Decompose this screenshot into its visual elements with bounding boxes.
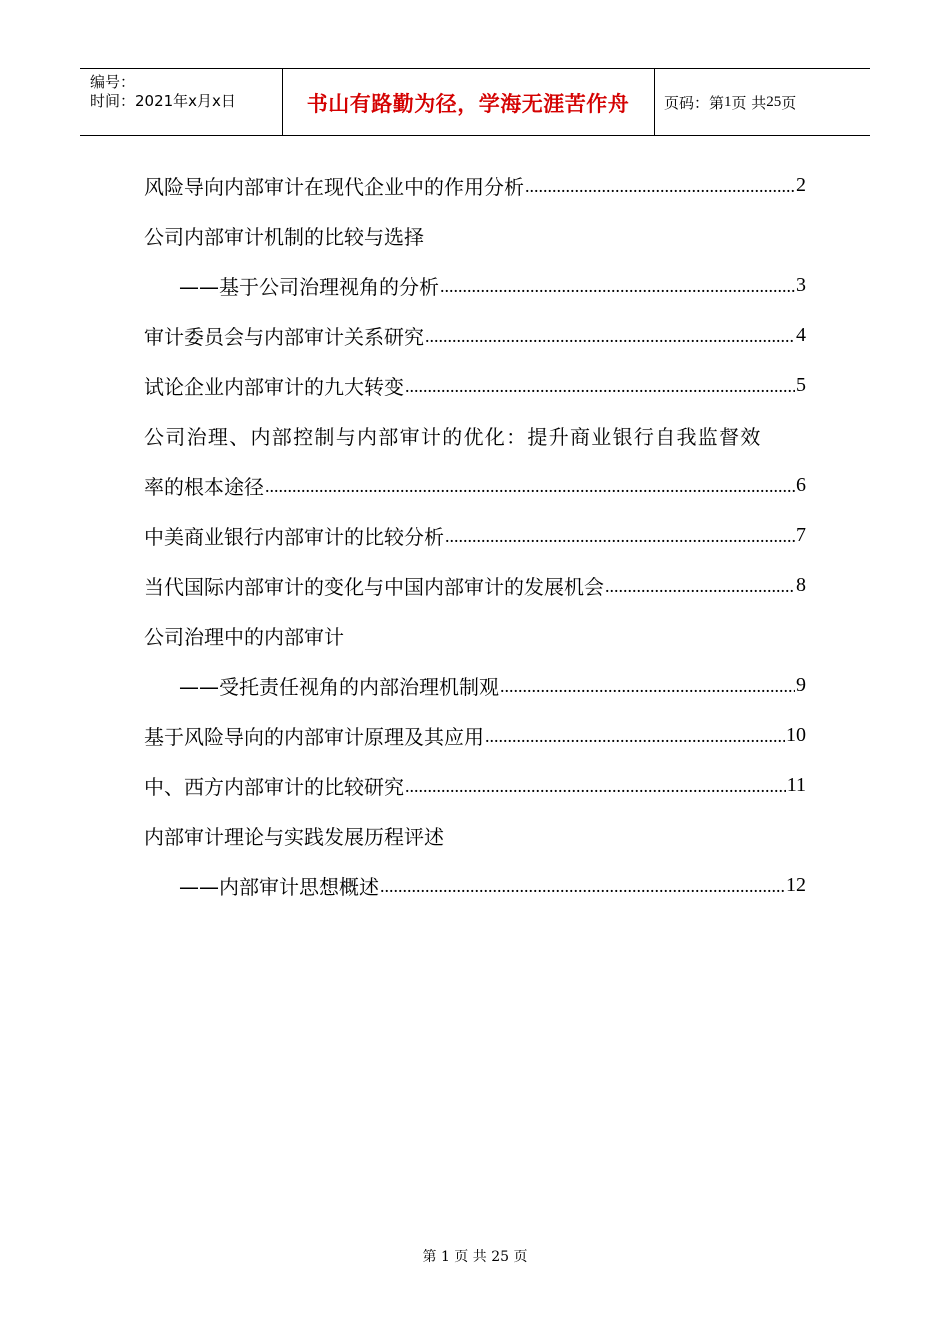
toc-entry-title: 率的根本途径 xyxy=(144,474,264,499)
page-footer: 第 1 页 共 25 页 xyxy=(422,1249,528,1265)
toc-entry-title: 内部审计理论与实践发展历程评述 xyxy=(144,824,444,849)
page-total: 25 xyxy=(766,94,782,110)
toc-entry-page: 6 xyxy=(796,473,806,496)
toc-entry-title: 当代国际内部审计的变化与中国内部审计的发展机会 xyxy=(144,574,604,599)
toc-entry-title: 风险导向内部审计在现代企业中的作用分析 xyxy=(144,174,524,199)
document-number-label: 编号： xyxy=(90,73,136,91)
toc-entry[interactable] xyxy=(144,710,806,760)
toc-entry[interactable] xyxy=(144,610,806,660)
toc-entry-page: 7 xyxy=(796,523,806,546)
header-motto: 书山有路勤为径，学海无涯苦作舟 xyxy=(306,91,630,116)
toc-entry-title: 基于风险导向的内部审计原理及其应用 xyxy=(144,724,484,749)
toc-entry[interactable] xyxy=(144,510,806,560)
toc-dot-leader xyxy=(445,526,795,560)
toc-entry-subtitle[interactable] xyxy=(144,860,806,910)
toc-entry-title: ——基于公司治理视角的分析 xyxy=(179,274,439,299)
toc-entry-title: 审计委员会与内部审计关系研究 xyxy=(144,324,424,349)
toc-entry-page: 9 xyxy=(796,673,806,696)
page-suffix: 页 xyxy=(781,94,797,112)
toc-entry-page: 4 xyxy=(796,323,806,346)
toc-entry[interactable] xyxy=(144,310,806,360)
toc-dot-leader xyxy=(605,576,795,610)
toc-entry[interactable] xyxy=(144,360,806,410)
toc-entry-continuation[interactable] xyxy=(144,460,806,510)
toc-entry-title: 公司治理中的内部审计 xyxy=(144,624,344,649)
toc-entry[interactable] xyxy=(144,810,806,860)
toc-entry[interactable] xyxy=(144,410,806,460)
toc-dot-leader xyxy=(440,276,795,310)
toc-dot-leader xyxy=(500,676,795,710)
header-divider-right xyxy=(654,69,655,136)
toc-entry[interactable] xyxy=(144,560,806,610)
toc-entry-page: 2 xyxy=(796,173,806,196)
toc-dot-leader xyxy=(485,726,785,760)
toc-entry-title: ——内部审计思想概述 xyxy=(179,874,379,899)
toc-entry[interactable] xyxy=(144,160,806,210)
toc-entry-page: 8 xyxy=(796,573,806,596)
toc-dot-leader xyxy=(405,376,795,410)
toc-entry-page: 12 xyxy=(786,873,806,896)
toc-dot-leader xyxy=(525,176,795,210)
toc-dot-leader xyxy=(425,326,795,360)
toc-entry-title: 公司内部审计机制的比较与选择 xyxy=(144,224,424,249)
toc-entry[interactable] xyxy=(144,760,806,810)
toc-entry-subtitle[interactable] xyxy=(144,660,806,710)
toc-entry-title: 试论企业内部审计的九大转变 xyxy=(144,374,404,399)
toc-entry-page: 10 xyxy=(786,723,806,746)
page-header xyxy=(80,68,870,136)
toc-entry-page: 11 xyxy=(786,773,806,796)
toc-entry-title: ——受托责任视角的内部治理机制观 xyxy=(179,674,499,699)
toc-entry-page: 3 xyxy=(796,273,806,296)
page-mid: 页 共 xyxy=(731,94,767,112)
toc-entry-title: 中、西方内部审计的比较研究 xyxy=(144,774,404,799)
toc-entry[interactable] xyxy=(144,210,806,260)
document-time-label: 时间：2021年x月x日 xyxy=(90,92,236,110)
toc-entry-page: 5 xyxy=(796,373,806,396)
page-current: 1 xyxy=(724,94,732,110)
toc-dot-leader xyxy=(380,876,785,910)
toc-entry-title: 公司治理、内部控制与内部审计的优化：提升商业银行自我监督效 xyxy=(144,424,762,449)
header-page-info xyxy=(664,69,796,136)
header-meta xyxy=(90,73,280,111)
toc-entry-subtitle[interactable] xyxy=(144,260,806,310)
toc-dot-leader xyxy=(405,776,786,810)
page-prefix: 页码：第 xyxy=(664,94,725,112)
toc-entry-title: 中美商业银行内部审计的比较分析 xyxy=(144,524,444,549)
toc-dot-leader xyxy=(265,476,795,510)
table-of-contents xyxy=(144,160,806,910)
